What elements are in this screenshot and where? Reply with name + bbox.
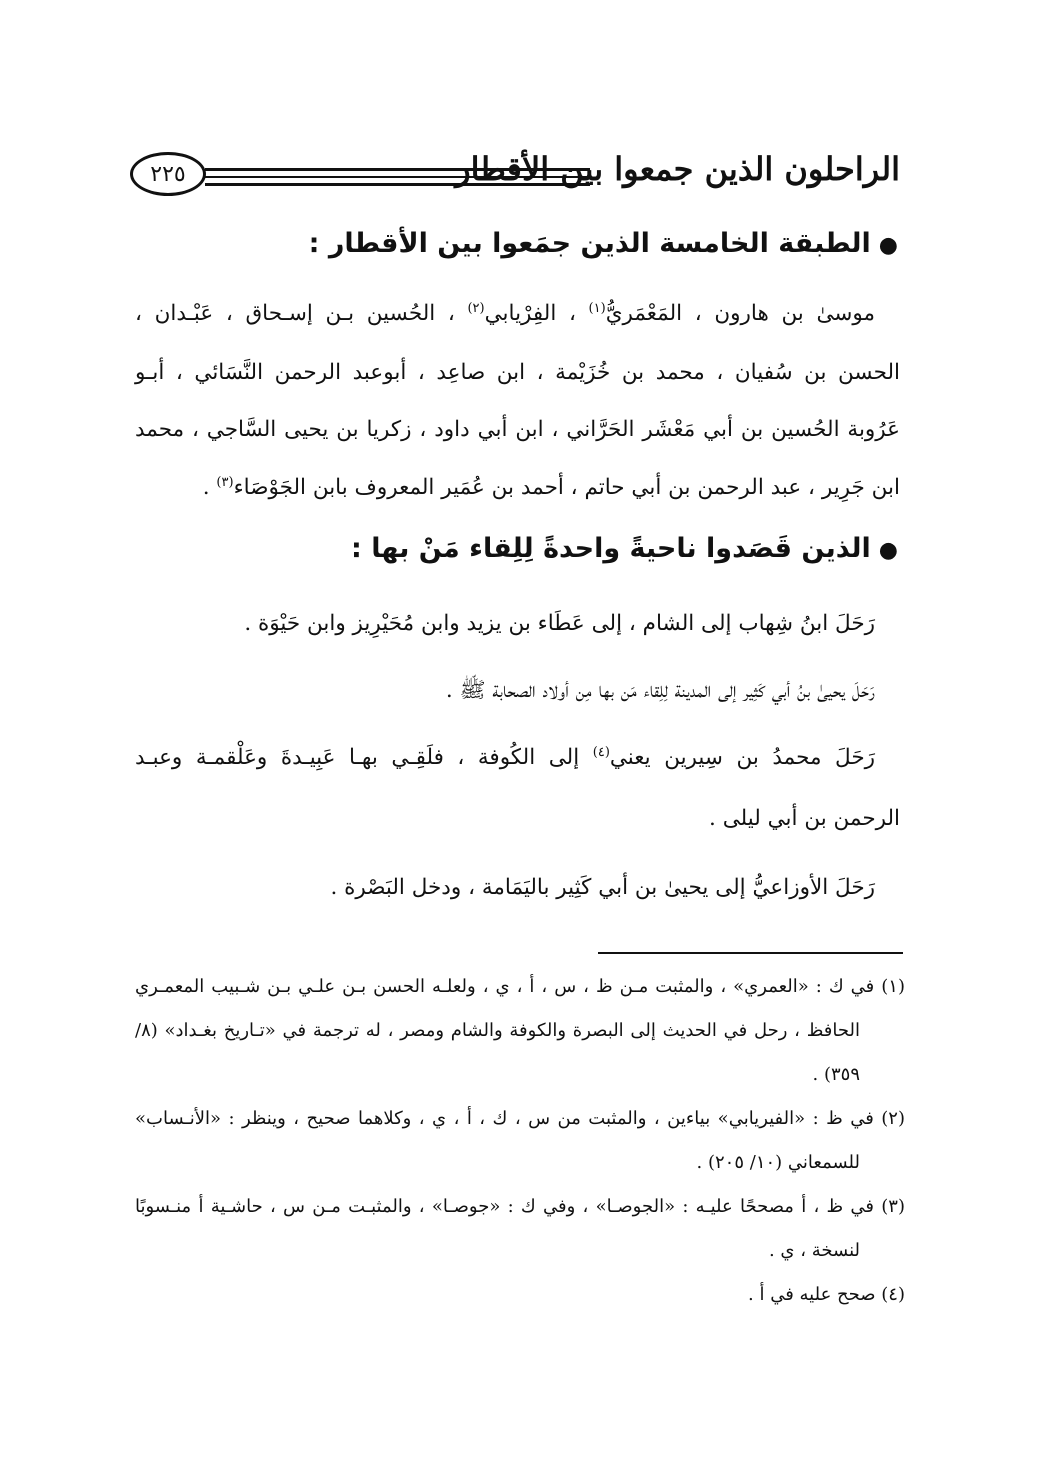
footnote-separator — [598, 952, 903, 954]
section-heading-text: الذين قَصَدوا ناحيةً واحدةً لِلِقاء مَنْ بها : — [351, 533, 871, 564]
paragraph-line: رَحَلَ يحيىٰ بنُ أبي كَثِير إلى المدينة لِلِقاء مَن بها مِن أولاد الصحابة ﷺ . — [445, 678, 875, 703]
footnote-line: (١) في ك : «العمري» ، والمثبت مـن ظ ، س ، أ ، ي ، ولعلـه الحسن بـن علـي بـن شـبيب المعمـري — [135, 976, 905, 997]
footnote-line: ٣٥٩) . — [812, 1064, 860, 1085]
bullet-icon: ● — [878, 233, 898, 258]
footnote-line: للسمعاني (١٠/ ٢٠٥) . — [696, 1152, 860, 1173]
footnote-ref[interactable]: (١) — [588, 300, 606, 316]
paragraph-line: رَحَلَ الأوزاعيُّ إلى يحيىٰ بن أبي كَثِير باليَمَامة ، ودخل البَصْرة . — [330, 875, 875, 900]
paragraph-line: الرحمن بن أبي ليلى . — [709, 806, 900, 831]
footnote-line: (٣) في ظ ، أ مصححًا عليـه : «الجوصـا» ، وفي ك : «جوصـا» ، والمثبـت مـن س ، حاشـية أ منـسوبًا — [135, 1196, 905, 1217]
section-heading — [309, 228, 898, 259]
section-heading-text: الطبقة الخامسة الذين جمَعوا بين الأقطار : — [308, 228, 871, 259]
header-rule — [205, 168, 590, 171]
footnote-line: (٤) صحح عليه في أ . — [748, 1284, 905, 1305]
footnote-line: لنسخة ، ي . — [768, 1240, 860, 1261]
footnote-line: الحافظ ، رحل في الحديث إلى البصرة والكوفة والشام ومصر ، له ترجمة في «تـاريخ بغـداد» (٨/ — [135, 1020, 860, 1041]
paragraph-line: عَرُوبة الحُسين بن أبي مَعْشَر الحَرَّاني ، ابن أبي داود ، زكريا بن يحيى السَّاجي ، محمد — [135, 417, 900, 442]
page-number: ٢٢٥ — [150, 161, 186, 187]
paragraph-line: موسىٰ بن هارون ، المَعْمَريُّ$^{(١)}$ ، الفِرْيابي$^{(٢)}$ ، الحُسين بـن إسـحاق ، عَبْـدان ، — [135, 300, 875, 326]
footnote-ref[interactable]: (٣) — [216, 474, 234, 490]
footnote-line: (٢) في ظ : «الفيريابي» بياءين ، والمثبت من س ، ك ، أ ، ي ، وكلاهما صحيح ، وينظر : «الأنـساب» — [135, 1108, 905, 1129]
paragraph-line: الحسن بن سُفيان ، محمد بن خُزَيْمة ، ابن صاعِد ، أبوعبد الرحمن النَّسَائي ، أبـو — [135, 360, 900, 385]
footnote-ref[interactable]: (٢) — [467, 300, 485, 316]
header-rule — [205, 183, 590, 186]
paragraph-line: رَحَلَ ابنُ شِهاب إلى الشام ، إلى عَطَاء بن يزيد وابن مُحَيْرِيز وابن حَيْوَة . — [244, 611, 875, 636]
section-heading — [351, 533, 898, 564]
running-header-title: الراحلون الذين جمعوا بين الأقطار — [455, 150, 900, 188]
footnote-ref[interactable]: (٤) — [592, 744, 610, 760]
paragraph-line: ابن جَرِير ، عبد الرحمن بن أبي حاتم ، أحمد بن عُمَير المعروف بابن الجَوْصَاء$^{(٣)}$ . — [202, 474, 900, 500]
header-rule — [205, 176, 590, 178]
bullet-icon: ● — [878, 538, 898, 563]
page-number-badge — [130, 152, 206, 196]
paragraph-line: رَحَلَ محمدُ بن سِيرين يعني$^{(٤)}$ إلى الكُوفة ، فلَقِـي بهـا عَبِيـدةَ وعَلْقمـة وعبـد — [135, 744, 875, 770]
